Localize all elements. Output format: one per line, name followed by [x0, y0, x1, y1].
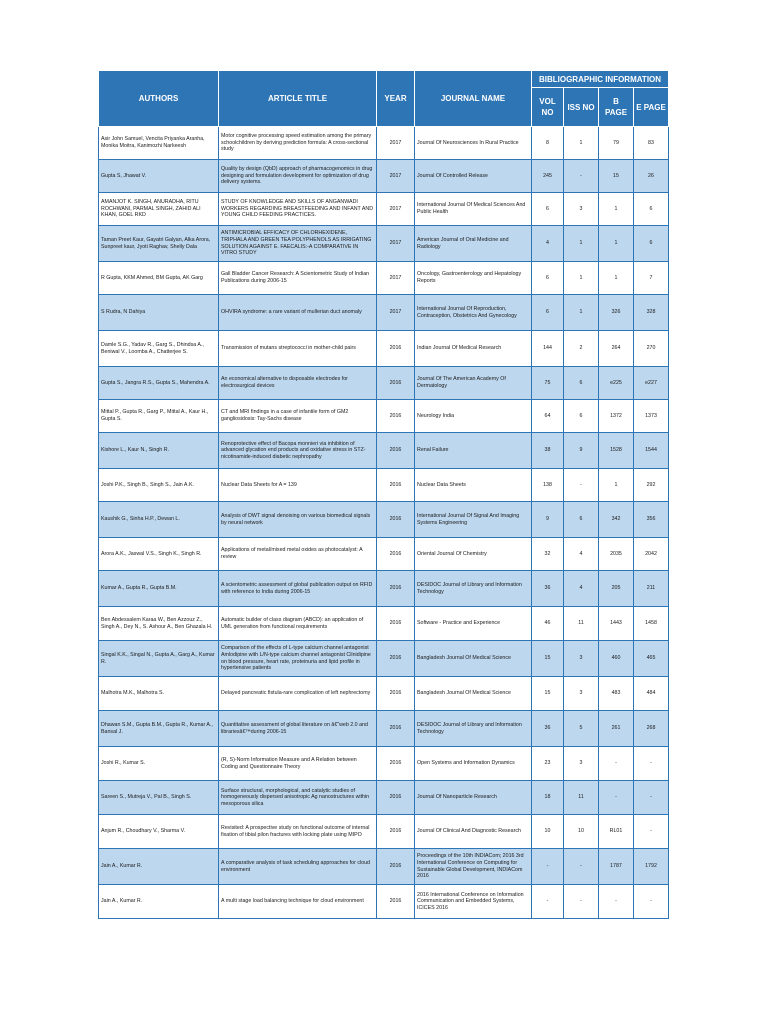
cell-journal-name: Journal Of The American Academy Of Dermatology — [415, 367, 532, 400]
cell-article-title: Delayed pancreatic fistula-rare complication of left nephrectomy — [219, 677, 377, 711]
cell-authors: Singal K.K., Singal N., Gupta A., Garg A., Kumar R. — [99, 641, 219, 677]
cell-year: 2016 — [377, 331, 415, 367]
cell-vol-no: 15 — [532, 641, 564, 677]
cell-b-page: 2035 — [599, 538, 634, 571]
cell-journal-name: DESIDOC Journal of Library and Information Technology — [415, 711, 532, 747]
cell-vol-no: - — [532, 885, 564, 919]
cell-e-page: 1458 — [634, 607, 669, 641]
cell-vol-no: 8 — [532, 127, 564, 160]
cell-iss-no: 3 — [564, 641, 599, 677]
cell-iss-no: 6 — [564, 367, 599, 400]
cell-iss-no: 1 — [564, 295, 599, 331]
cell-e-page: 270 — [634, 331, 669, 367]
table-row — [99, 815, 669, 849]
cell-vol-no: 32 — [532, 538, 564, 571]
cell-e-page: 6 — [634, 193, 669, 226]
cell-year: 2016 — [377, 781, 415, 815]
cell-e-page: 484 — [634, 677, 669, 711]
cell-article-title: Transmission of mutans streptococci in mother-child pairs — [219, 331, 377, 367]
cell-iss-no: 1 — [564, 262, 599, 295]
table-row — [99, 538, 669, 571]
cell-e-page: - — [634, 815, 669, 849]
cell-journal-name: International Journal Of Signal And Imaging Systems Engineering — [415, 502, 532, 538]
cell-iss-no: 2 — [564, 331, 599, 367]
cell-journal-name: Nuclear Data Sheets — [415, 469, 532, 502]
cell-authors: Gupta S, Jhawat V. — [99, 160, 219, 193]
table-row — [99, 641, 669, 677]
cell-vol-no: 38 — [532, 433, 564, 469]
cell-article-title: Gall Bladder Cancer Research: A Scientometric Study of Indian Publications during 2006-15 — [219, 262, 377, 295]
header-vol-no: VOL NO — [532, 88, 564, 127]
table-row — [99, 367, 669, 400]
cell-e-page: 1544 — [634, 433, 669, 469]
cell-journal-name: DESIDOC Journal of Library and Information Technology — [415, 571, 532, 607]
cell-vol-no: 64 — [532, 400, 564, 433]
cell-vol-no: 144 — [532, 331, 564, 367]
table-row — [99, 160, 669, 193]
cell-journal-name: Renal Failure — [415, 433, 532, 469]
cell-article-title: OHVIRA syndrome: a rare variant of mullerian duct anomaly — [219, 295, 377, 331]
cell-e-page: - — [634, 885, 669, 919]
cell-article-title: A scientometric assessment of global publication output on RFID with reference to India during 2006-15 — [219, 571, 377, 607]
cell-journal-name: Oncology, Gastroenterology and Hepatology Reports — [415, 262, 532, 295]
cell-article-title: Motor cognitive processing speed estimation among the primary schoolchildren by deriving prediction formula: A cross-sectional study — [219, 127, 377, 160]
cell-b-page: 1 — [599, 193, 634, 226]
cell-b-page: 1787 — [599, 849, 634, 885]
cell-article-title: A multi stage load balancing technique for cloud environment — [219, 885, 377, 919]
table-row — [99, 571, 669, 607]
cell-vol-no: 18 — [532, 781, 564, 815]
cell-authors: Mittal P., Gupta R., Garg P., Mittal A., Kaur H., Gupta S. — [99, 400, 219, 433]
cell-authors: S Rudra, N Dahiya — [99, 295, 219, 331]
cell-article-title: Quantitative assessment of global literature on â€˜web 2.0 and librariesâ€™during 2006-15 — [219, 711, 377, 747]
cell-journal-name: International Journal Of Reproduction, Contraception, Obstetrics And Gynecology — [415, 295, 532, 331]
cell-article-title: A comparative analysis of task scheduling approaches for cloud environment — [219, 849, 377, 885]
cell-authors: Damle S.G., Yadav R., Garg S., Dhindsa A., Beniwal V., Loomba A., Chatterjee S. — [99, 331, 219, 367]
cell-year: 2016 — [377, 400, 415, 433]
cell-authors: Dhawan S.M., Gupta B.M., Gupta R., Kumar A., Bansal J. — [99, 711, 219, 747]
cell-year: 2016 — [377, 747, 415, 781]
header-b-page: B PAGE — [599, 88, 634, 127]
cell-b-page: 79 — [599, 127, 634, 160]
cell-b-page: 460 — [599, 641, 634, 677]
cell-e-page: 26 — [634, 160, 669, 193]
table-row — [99, 677, 669, 711]
cell-journal-name: Proceedings of the 10th INDIACom; 2016 3rd International Conference on Computing for Sustainable Global Development, INDIACom 2016 — [415, 849, 532, 885]
cell-b-page: 261 — [599, 711, 634, 747]
cell-journal-name: Bangladesh Journal Of Medical Science — [415, 641, 532, 677]
cell-iss-no: 1 — [564, 127, 599, 160]
cell-year: 2016 — [377, 607, 415, 641]
cell-authors: Asir John Samuel, Vencita Priyanka Aranha, Monika Moitra, Kanimozhi Narkeesh — [99, 127, 219, 160]
cell-b-page: 1 — [599, 226, 634, 262]
cell-vol-no: 9 — [532, 502, 564, 538]
table-row — [99, 295, 669, 331]
cell-e-page: - — [634, 747, 669, 781]
cell-b-page: - — [599, 781, 634, 815]
cell-iss-no: 3 — [564, 677, 599, 711]
cell-article-title: CT and MRI findings in a case of infantile form of GM2 gangliosidosis: Tay-Sachs disease — [219, 400, 377, 433]
cell-vol-no: 23 — [532, 747, 564, 781]
cell-article-title: Applications of metal/mixed metal oxides as photocatalyst: A review — [219, 538, 377, 571]
cell-journal-name: 2016 International Conference on Information Communication and Embedded Systems, ICICES 2016 — [415, 885, 532, 919]
cell-journal-name: Indian Journal Of Medical Research — [415, 331, 532, 367]
cell-authors: Gupta S., Jangra R.S., Gupta S., Mahendra A. — [99, 367, 219, 400]
cell-b-page: 1 — [599, 262, 634, 295]
table-row — [99, 781, 669, 815]
header-article-title: ARTICLE TITLE — [219, 71, 377, 127]
cell-authors: Kishore L., Kaur N., Singh R. — [99, 433, 219, 469]
cell-e-page: 1373 — [634, 400, 669, 433]
cell-b-page: 1443 — [599, 607, 634, 641]
table-row — [99, 331, 669, 367]
cell-article-title: ANTIMICROBIAL EFFICACY OF CHLORHEXIDENE, TRIPHALA AND GREEN TEA POLYPHENOLS AS IRRIGATING SOLUTION AGAINST E. FAECALIS:-A COMPARATIVE IN VITRO STUDY — [219, 226, 377, 262]
cell-authors: Taman Preet Kaur, Gayatri Galyan, Alka Arora, Sunpreet kaur, Jyoti Raghav, Shelly Dala — [99, 226, 219, 262]
cell-iss-no: 3 — [564, 747, 599, 781]
cell-e-page: 83 — [634, 127, 669, 160]
cell-e-page: 6 — [634, 226, 669, 262]
table-row — [99, 193, 669, 226]
cell-iss-no: 3 — [564, 193, 599, 226]
cell-year: 2016 — [377, 677, 415, 711]
cell-vol-no: 6 — [532, 262, 564, 295]
cell-article-title: (R, S)-Norm Information Measure and A Relation between Coding and Questionnaire Theory — [219, 747, 377, 781]
table-row — [99, 262, 669, 295]
cell-iss-no: 11 — [564, 781, 599, 815]
cell-vol-no: 4 — [532, 226, 564, 262]
cell-b-page: RL01 — [599, 815, 634, 849]
header-year: YEAR — [377, 71, 415, 127]
cell-year: 2016 — [377, 538, 415, 571]
bibliography-table — [98, 70, 669, 919]
cell-e-page: 328 — [634, 295, 669, 331]
cell-journal-name: Open Systems and Information Dynamics — [415, 747, 532, 781]
cell-b-page: - — [599, 747, 634, 781]
cell-article-title: Quality by design (QbD) approach of pharmacogenomics in drug designing and formulation development for optimization of drug delivery systems. — [219, 160, 377, 193]
cell-e-page: 1792 — [634, 849, 669, 885]
cell-article-title: STUDY OF KNOWLEDGE AND SKILLS OF ANGANWADI WORKERS REGARDING BREASTFEEDING AND INFANT AND YOUNG CHILD FEEDING PRACTICES. — [219, 193, 377, 226]
cell-authors: Kaushik G., Sinha H.P., Dewan L. — [99, 502, 219, 538]
cell-article-title: An economical alternative to disposable electrodes for electrosurgical devices — [219, 367, 377, 400]
table-row — [99, 885, 669, 919]
cell-b-page: 342 — [599, 502, 634, 538]
cell-e-page: - — [634, 781, 669, 815]
cell-article-title: Analysis of DWT signal denoising on various biomedical signals by neural network — [219, 502, 377, 538]
cell-vol-no: 10 — [532, 815, 564, 849]
table-row — [99, 849, 669, 885]
cell-vol-no: 75 — [532, 367, 564, 400]
cell-year: 2017 — [377, 127, 415, 160]
cell-b-page: - — [599, 885, 634, 919]
cell-authors: Arora A.K., Jaswal V.S., Singh K., Singh R. — [99, 538, 219, 571]
cell-vol-no: 6 — [532, 295, 564, 331]
table-row — [99, 226, 669, 262]
cell-e-page: 2042 — [634, 538, 669, 571]
cell-iss-no: - — [564, 885, 599, 919]
cell-vol-no: 245 — [532, 160, 564, 193]
cell-e-page: 211 — [634, 571, 669, 607]
table-row — [99, 747, 669, 781]
cell-e-page: 292 — [634, 469, 669, 502]
header-iss-no: ISS NO — [564, 88, 599, 127]
table-row — [99, 711, 669, 747]
cell-authors: Jain A., Kumar R. — [99, 849, 219, 885]
cell-journal-name: Journal Of Neurosciences In Rural Practice — [415, 127, 532, 160]
cell-year: 2016 — [377, 849, 415, 885]
cell-vol-no: 46 — [532, 607, 564, 641]
cell-year: 2016 — [377, 433, 415, 469]
cell-iss-no: 1 — [564, 226, 599, 262]
cell-iss-no: - — [564, 849, 599, 885]
header-bibliographic-information: BIBLIOGRAPHIC INFORMATION — [532, 71, 669, 88]
cell-year: 2016 — [377, 711, 415, 747]
cell-article-title: Surface structural, morphological, and catalytic studies of homogeneously dispersed anisotropic Ag nanostructures within mesoporous silica — [219, 781, 377, 815]
cell-iss-no: 6 — [564, 400, 599, 433]
cell-vol-no: 36 — [532, 711, 564, 747]
cell-b-page: 1 — [599, 469, 634, 502]
cell-vol-no: 15 — [532, 677, 564, 711]
cell-iss-no: 4 — [564, 571, 599, 607]
header-journal-name: JOURNAL NAME — [415, 71, 532, 127]
cell-year: 2016 — [377, 815, 415, 849]
cell-authors: R Gupta, KKM Ahmed, BM Gupta, AK Garg — [99, 262, 219, 295]
cell-b-page: 264 — [599, 331, 634, 367]
cell-year: 2017 — [377, 262, 415, 295]
header-authors: AUTHORS — [99, 71, 219, 127]
cell-year: 2016 — [377, 502, 415, 538]
cell-journal-name: American Journal of Oral Medicine and Radiology — [415, 226, 532, 262]
cell-b-page: e225 — [599, 367, 634, 400]
cell-iss-no: 5 — [564, 711, 599, 747]
cell-authors: AMANJOT K. SINGH, ANURADHA, RITU ROCHWANI, PARMAL SINGH, ZAHID ALI KHAN, GOEL RKD — [99, 193, 219, 226]
cell-journal-name: Journal Of Nanoparticle Research — [415, 781, 532, 815]
table-row — [99, 607, 669, 641]
cell-authors: Kumar A., Gupta R., Gupta B.M. — [99, 571, 219, 607]
cell-b-page: 205 — [599, 571, 634, 607]
cell-iss-no: 4 — [564, 538, 599, 571]
cell-journal-name: Oriental Journal Of Chemistry — [415, 538, 532, 571]
cell-article-title: Revisited: A prospective study on functional outcome of internal fixation of tibial pilon fractures with locking plate using MIPO — [219, 815, 377, 849]
cell-e-page: 268 — [634, 711, 669, 747]
cell-iss-no: - — [564, 160, 599, 193]
cell-e-page: 7 — [634, 262, 669, 295]
cell-journal-name: Software - Practice and Experience — [415, 607, 532, 641]
table-row — [99, 502, 669, 538]
table-row — [99, 469, 669, 502]
table-row — [99, 433, 669, 469]
cell-authors: Malhotra M.K., Malhotra S. — [99, 677, 219, 711]
cell-year: 2016 — [377, 641, 415, 677]
cell-authors: Joshi R., Kumar S. — [99, 747, 219, 781]
cell-iss-no: 6 — [564, 502, 599, 538]
cell-authors: Ben Abdessalem Karaa W., Ben Azzouz Z., Singh A., Dey N., S. Ashour A., Ben Ghazala H. — [99, 607, 219, 641]
cell-year: 2016 — [377, 469, 415, 502]
header-e-page: E PAGE — [634, 88, 669, 127]
cell-e-page: e227 — [634, 367, 669, 400]
cell-b-page: 1372 — [599, 400, 634, 433]
cell-article-title: Renoprotective effect of Bacopa monnieri via inhibition of advanced glycation end products and oxidative stress in STZ-nicotinamide-induced diabetic nephropathy — [219, 433, 377, 469]
cell-article-title: Nuclear Data Sheets for A = 139 — [219, 469, 377, 502]
cell-authors: Anjum R., Choudhary V., Sharma V. — [99, 815, 219, 849]
cell-b-page: 483 — [599, 677, 634, 711]
cell-journal-name: International Journal Of Medical Sciences And Public Health — [415, 193, 532, 226]
cell-iss-no: 11 — [564, 607, 599, 641]
cell-vol-no: 6 — [532, 193, 564, 226]
cell-b-page: 326 — [599, 295, 634, 331]
cell-e-page: 465 — [634, 641, 669, 677]
cell-journal-name: Journal Of Controlled Release — [415, 160, 532, 193]
cell-article-title: Comparison of the effects of L-type calcium channel antagonist Amlodipine with L/N-type calcium channel antagonist Cilnidipine on blood pressure, heart rate, proteinuria and lipid profile in hypertensive patients — [219, 641, 377, 677]
cell-year: 2016 — [377, 571, 415, 607]
cell-vol-no: - — [532, 849, 564, 885]
cell-year: 2017 — [377, 160, 415, 193]
cell-vol-no: 36 — [532, 571, 564, 607]
cell-journal-name: Journal Of Clinical And Diagnostic Research — [415, 815, 532, 849]
cell-authors: Joshi P.K., Singh B., Singh S., Jain A.K. — [99, 469, 219, 502]
table-row — [99, 400, 669, 433]
table-row — [99, 127, 669, 160]
cell-year: 2016 — [377, 885, 415, 919]
cell-b-page: 15 — [599, 160, 634, 193]
cell-year: 2016 — [377, 367, 415, 400]
cell-year: 2017 — [377, 193, 415, 226]
cell-iss-no: - — [564, 469, 599, 502]
cell-article-title: Automatic builder of class diagram (ABCD): an application of UML generation from functional requirements — [219, 607, 377, 641]
cell-journal-name: Neurology India — [415, 400, 532, 433]
cell-authors: Sareen S., Mutreja V., Pal B., Singh S. — [99, 781, 219, 815]
cell-e-page: 356 — [634, 502, 669, 538]
cell-year: 2017 — [377, 295, 415, 331]
cell-b-page: 1528 — [599, 433, 634, 469]
cell-authors: Jain A., Kumar R. — [99, 885, 219, 919]
cell-vol-no: 138 — [532, 469, 564, 502]
cell-iss-no: 10 — [564, 815, 599, 849]
cell-iss-no: 9 — [564, 433, 599, 469]
table-body — [99, 127, 669, 919]
cell-year: 2017 — [377, 226, 415, 262]
cell-journal-name: Bangladesh Journal Of Medical Science — [415, 677, 532, 711]
